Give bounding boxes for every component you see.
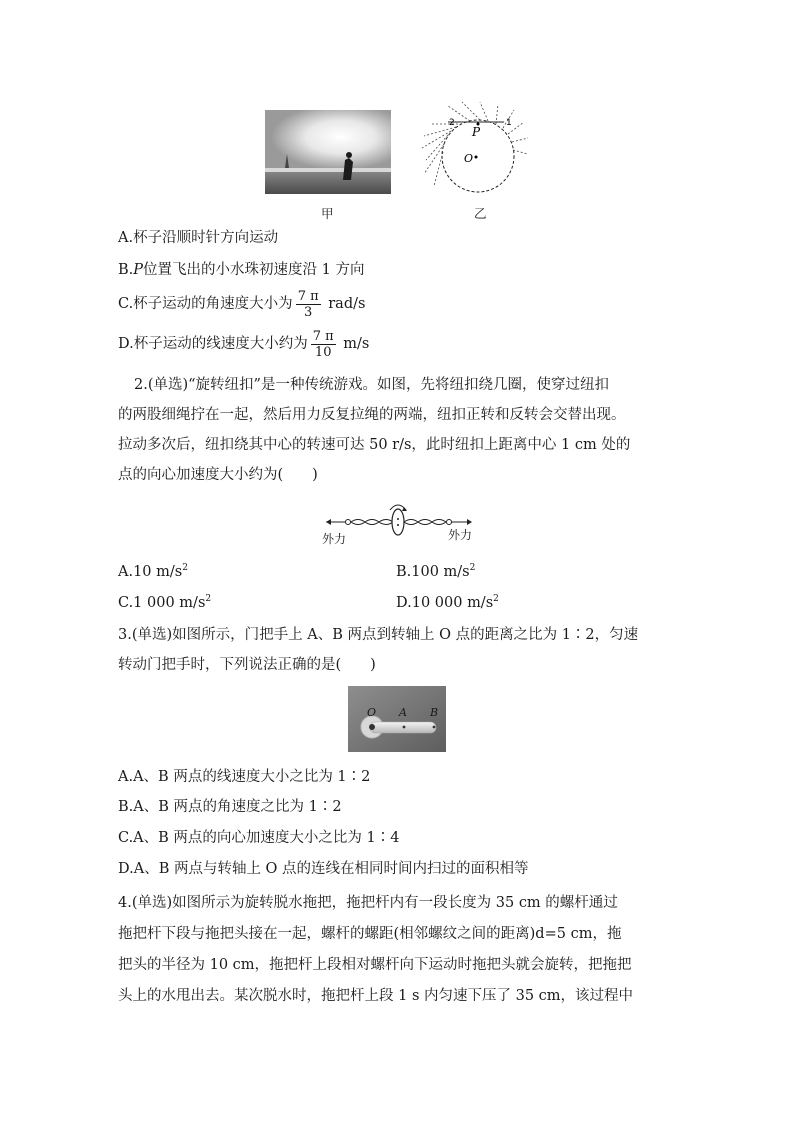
q1-option-c-fraction	[296, 289, 321, 320]
q3-option-a: A.A、B 两点的线速度大小之比为 1∶2	[118, 769, 371, 785]
q4-line-3: 把头的半径为 10 cm，拖把杆上段相对螺杆向下运动时拖把头就会旋转，把拖把	[118, 957, 632, 973]
door-handle-photo	[348, 686, 446, 752]
photo-illustration	[265, 110, 391, 194]
door-handle-illustration	[348, 686, 446, 752]
q1-option-d-unit: m/s	[338, 336, 370, 352]
handle-label-O: O	[367, 706, 377, 719]
q1-c-denominator: 3	[304, 304, 313, 320]
q3-option-d: D.A、B 两点与转轴上 O 点的连线在相同时间内扫过的面积相等	[118, 861, 529, 877]
label-2: 2	[449, 118, 455, 128]
q2-option-c-sup: 2	[205, 594, 212, 605]
q1-option-b-prefix: B.	[118, 262, 134, 278]
q2-option-a-text: A.10 m/s	[118, 564, 183, 580]
q3-option-b: B.A、B 两点的角速度之比为 1∶2	[118, 799, 342, 815]
caption-jia: 甲	[321, 206, 334, 221]
handle-label-A: A	[399, 706, 407, 719]
q1-option-c-prefix: C.杯子运动的角速度大小为	[118, 296, 293, 312]
label-1: 1	[506, 118, 512, 128]
q2-option-a-sup: 2	[182, 563, 188, 574]
force-label-left: 外力	[322, 532, 347, 546]
force-label-right: 外力	[448, 528, 473, 542]
q4-line-4: 头上的水甩出去。某次脱水时，拖把杆上段 1 s 内匀速下压了 35 cm，该过程中	[118, 988, 634, 1004]
q3-line-2: 转动门把手时，下列说法正确的是( )	[118, 657, 376, 673]
q2-option-c	[118, 593, 211, 613]
q2-line-4: 点的向心加速度大小约为( )	[118, 467, 318, 483]
q2-option-b-text: B.100 m/s	[396, 564, 470, 580]
figure-yi-diagram	[418, 100, 530, 200]
q1-option-b-rest: 位置飞出的小水珠初速度沿 1 方向	[143, 262, 365, 278]
q1-d-numerator: 7 π	[312, 328, 334, 344]
caption-yi: 乙	[474, 206, 487, 221]
figure-jia-photo	[265, 110, 391, 194]
q4-line-1: 4.(单选)如图所示为旋转脱水拖把，拖把杆内有一段长度为 35 cm 的螺杆通过	[118, 895, 618, 911]
q2-option-b	[396, 562, 475, 582]
q1-option-c	[118, 285, 365, 323]
q4-line-2: 拖把杆下段与拖把头接在一起，螺杆的螺距(相邻螺纹之间的距离)d=5 cm，拖	[118, 926, 622, 942]
q3-option-c: C.A、B 两点的向心加速度大小之比为 1∶4	[118, 830, 400, 846]
q1-d-denominator: 10	[314, 344, 332, 360]
q1-option-d-fraction	[311, 329, 336, 360]
q2-option-c-text: C.1 000 m/s	[118, 595, 206, 611]
q2-line-3: 拉动多次后，纽扣绕其中心的转速可达 50 r/s，此时纽扣上距离中心 1 cm 处的	[118, 437, 631, 453]
label-O: O	[464, 152, 474, 165]
q2-line-1: 2.(单选)“旋转纽扣”是一种传统游戏。如图，先将纽扣绕几圈，使穿过纽扣	[134, 377, 609, 393]
q1-option-d	[118, 325, 369, 363]
q2-option-d	[396, 593, 499, 613]
handle-label-B: B	[430, 706, 439, 719]
q2-option-d-text: D.10 000 m/s	[396, 595, 494, 611]
q1-option-a: A.杯子沿顺时针方向运动	[118, 230, 279, 246]
q2-option-b-sup: 2	[469, 563, 476, 574]
q1-option-b	[118, 260, 364, 280]
q1-option-b-var: P	[133, 262, 144, 278]
q1-option-c-unit: rad/s	[323, 296, 366, 312]
label-P: P	[472, 125, 481, 139]
q1-option-d-prefix: D.杯子运动的线速度大小约为	[118, 336, 308, 352]
circle-diagram	[418, 100, 530, 200]
q2-option-d-sup: 2	[493, 594, 499, 605]
q3-line-1: 3.(单选)如图所示，门把手上 A、B 两点到转轴上 O 点的距离之比为 1∶2，匀速	[118, 627, 639, 643]
q2-option-a	[118, 562, 188, 582]
q1-c-numerator: 7 π	[297, 288, 319, 304]
q2-line-2: 的两股细绳拧在一起，然后用力反复拉绳的两端，纽扣正转和反转会交替出现。	[118, 407, 626, 423]
